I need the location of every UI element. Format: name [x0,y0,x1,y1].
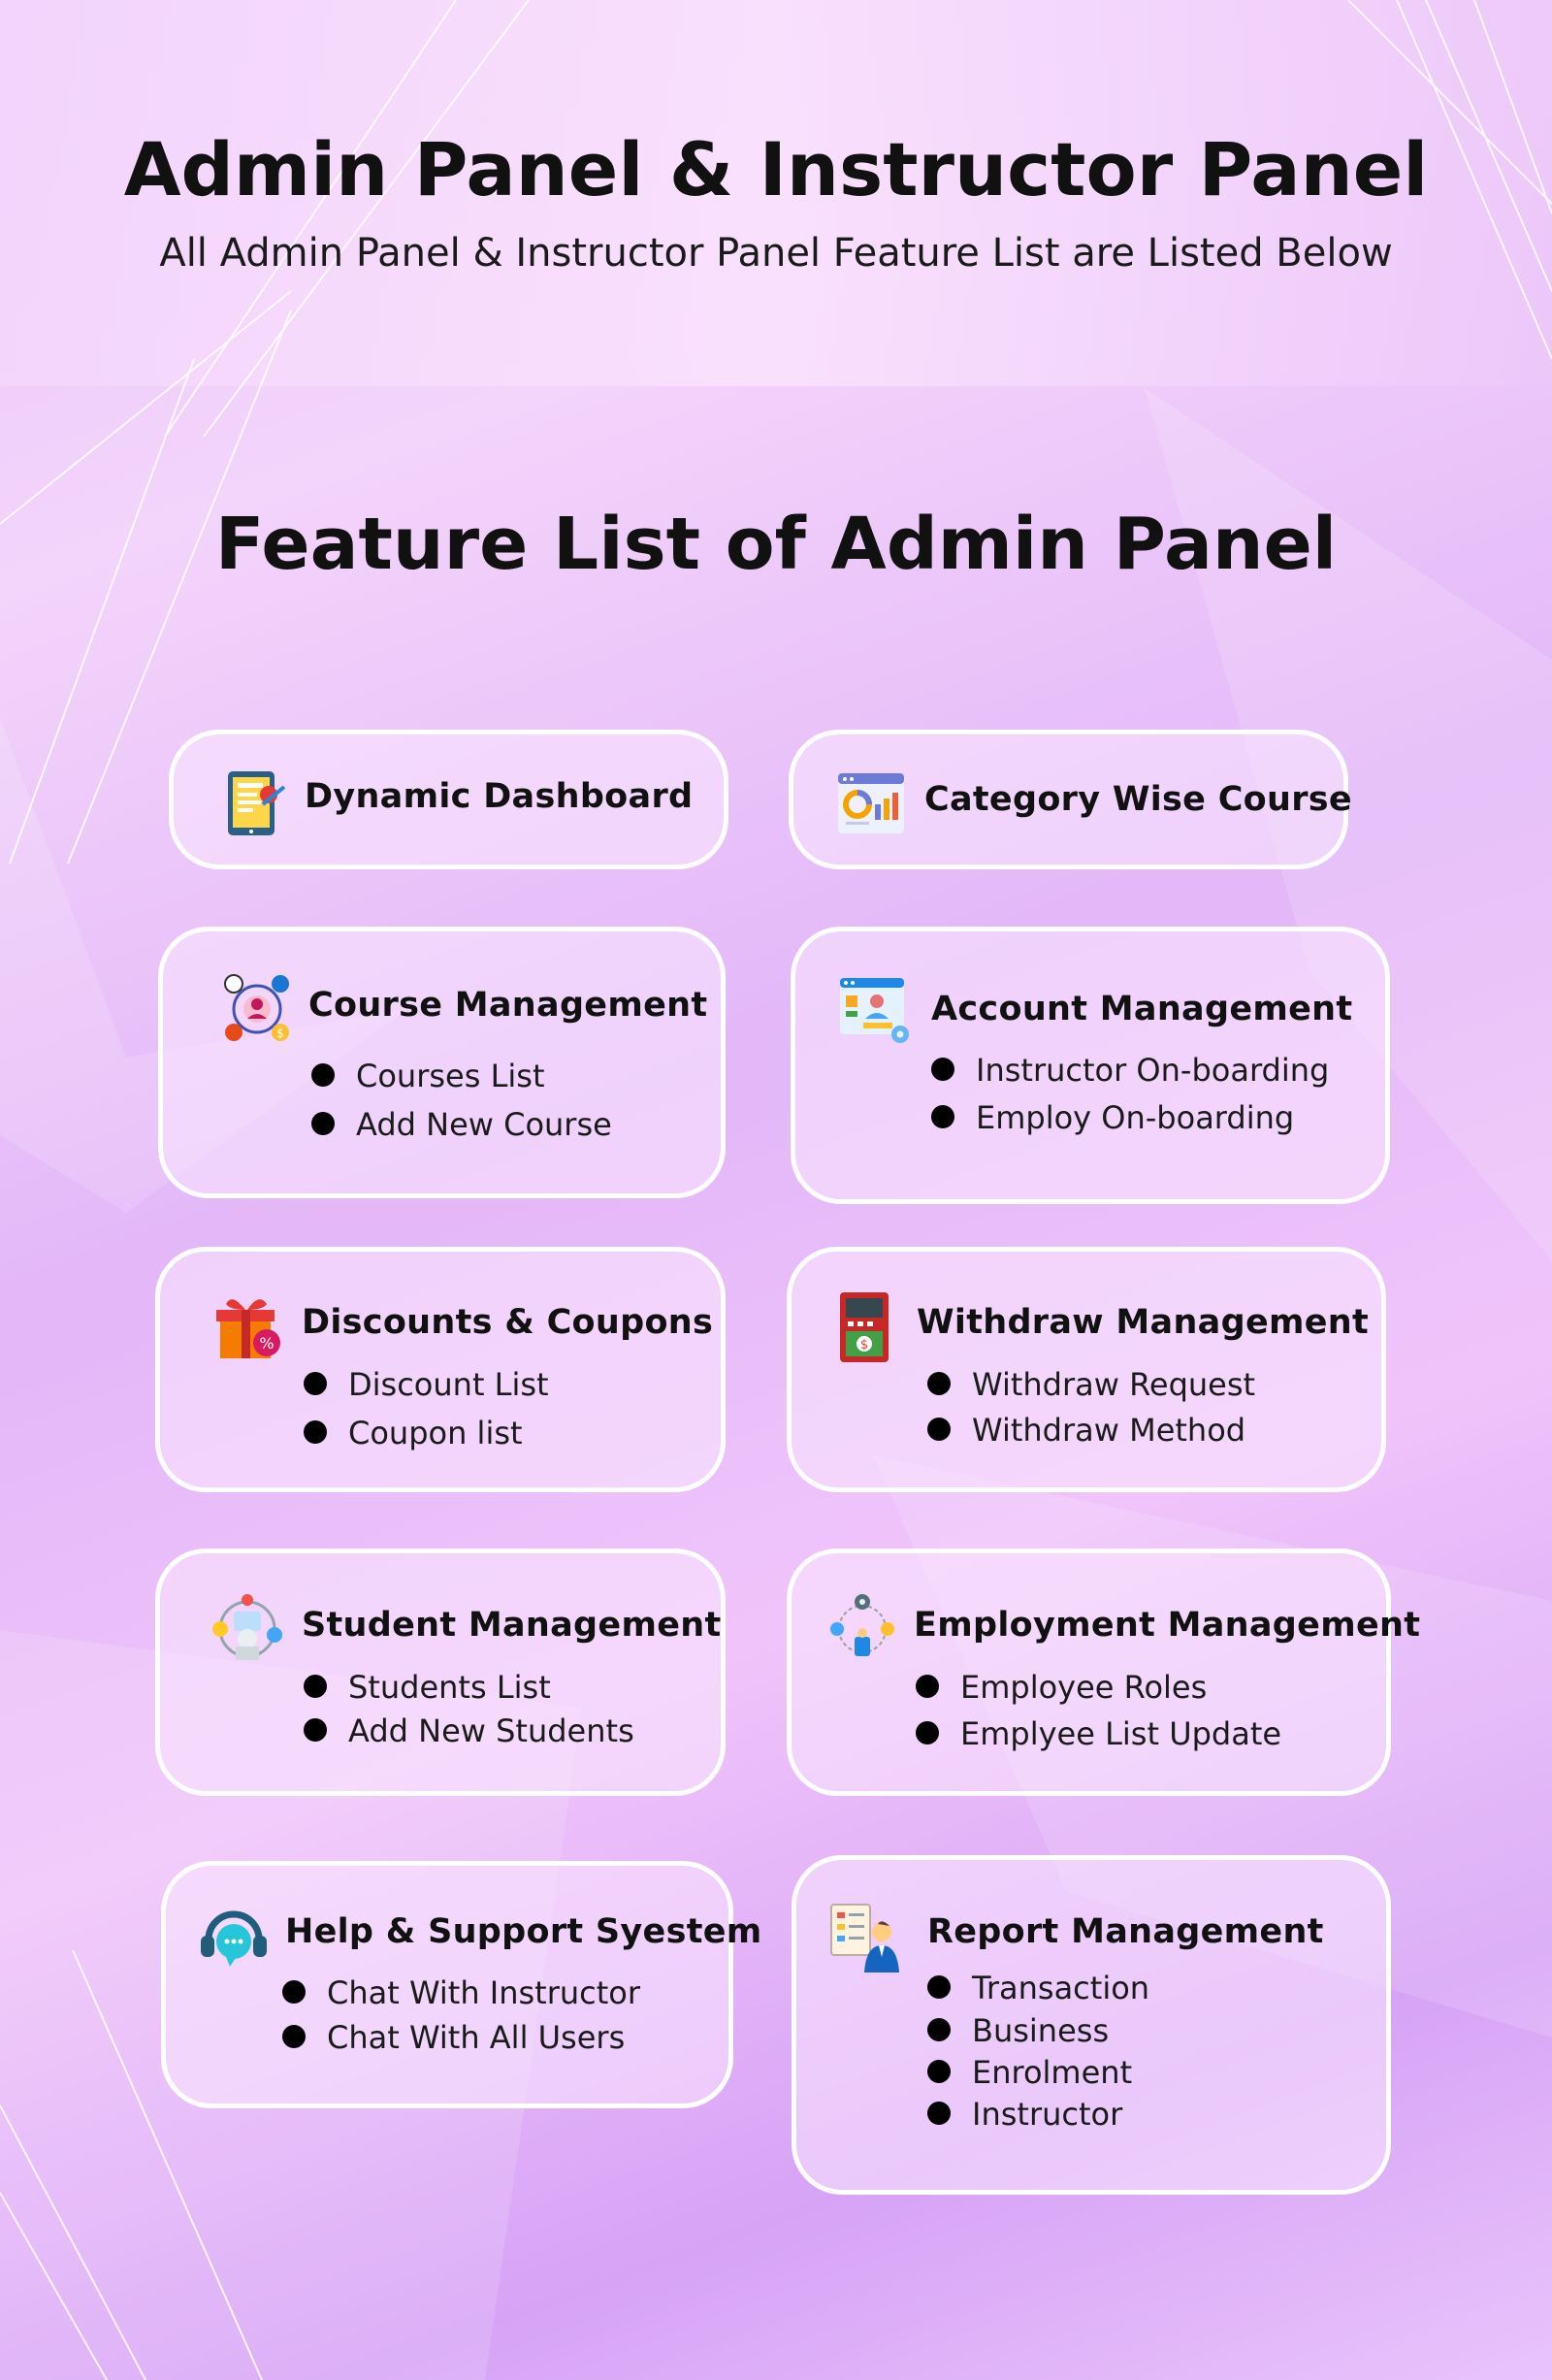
bullet [304,1420,327,1444]
feature-item: Chat With Instructor [282,1974,640,2011]
bullet [304,1372,327,1395]
feature-item: Add New Students [304,1712,634,1749]
feature-item: Withdraw Request [927,1366,1255,1403]
feature-card-dynamic-dashboard [169,730,728,869]
page-title: Admin Panel & Instructor Panel [123,126,1429,212]
bullet [927,2018,951,2041]
page-subtitle: All Admin Panel & Instructor Panel Feature List are Listed Below [159,231,1393,276]
employment-network-icon [824,1590,901,1668]
feature-item: Courses List [311,1058,545,1094]
bullet [927,2102,951,2125]
feature-item: Withdraw Method [927,1412,1245,1449]
feature-item: Business [927,2012,1109,2049]
feature-card-title: Help & Support Syestem [285,1912,762,1951]
feature-item: Instructor [927,2096,1122,2133]
course-network-icon [218,970,296,1048]
feature-card-course-management [158,927,726,1198]
bullet [311,1112,335,1135]
feature-card-category-wise-course [789,730,1352,869]
feature-item: Discount List [304,1366,549,1403]
bullet [927,1372,951,1395]
feature-item: Transaction [927,1970,1149,2006]
support-headset-icon [195,1899,273,1976]
feature-card-title: Report Management [927,1912,1324,1951]
report-presenter-icon [827,1897,905,1974]
bullet [304,1718,327,1742]
feature-card-title: Category Wise Course [924,780,1352,819]
feature-card-title: Account Management [931,990,1353,1028]
feature-card-help-support [161,1861,762,2108]
bullet [927,1975,951,1999]
bullet [931,1105,954,1128]
feature-item: Employee Roles [916,1669,1207,1706]
feature-card-title: Withdraw Management [917,1303,1370,1342]
student-network-icon [209,1590,286,1668]
bullet [916,1675,939,1698]
account-profile-icon [836,972,914,1050]
dashboard-tablet-icon [214,766,292,843]
analytics-browser-icon [832,766,910,843]
feature-item: Enrolment [927,2054,1132,2091]
bullet [927,1418,951,1441]
feature-item: Coupon list [304,1415,523,1451]
section-title: Feature List of Admin Panel [214,503,1338,586]
gift-discount-icon [210,1288,288,1366]
bullet [927,2060,951,2083]
feature-card-title: Discounts & Coupons [302,1303,714,1342]
feature-card-student-management [155,1549,726,1796]
bullet [282,1980,306,2004]
feature-item: Employ On-boarding [931,1099,1294,1136]
feature-card-account-management [791,927,1390,1204]
atm-withdraw-icon [828,1288,906,1366]
bullet [916,1721,939,1744]
feature-item: Instructor On-boarding [931,1052,1329,1089]
svg-text:$: $ [859,1338,869,1353]
feature-item: Add New Course [311,1106,612,1143]
feature-card-withdraw-management [787,1247,1386,1492]
bullet [304,1675,327,1698]
feature-item: Chat With All Users [282,2019,625,2056]
bullet [931,1058,954,1081]
feature-card-employment-management [787,1549,1421,1796]
bullet [311,1063,335,1087]
feature-card-title: Course Management [308,986,708,1025]
feature-card-title: Employment Management [914,1606,1421,1645]
bullet [282,2025,306,2048]
feature-card-discounts-coupons [155,1247,726,1492]
feature-card-title: Dynamic Dashboard [305,777,694,816]
feature-card-title: Student Management [302,1606,722,1645]
feature-card-report-management [792,1855,1391,2195]
feature-item: Students List [304,1669,551,1706]
svg-text:$: $ [276,1027,284,1040]
feature-item: Emplyee List Update [916,1715,1281,1752]
svg-text:%: % [259,1334,275,1353]
